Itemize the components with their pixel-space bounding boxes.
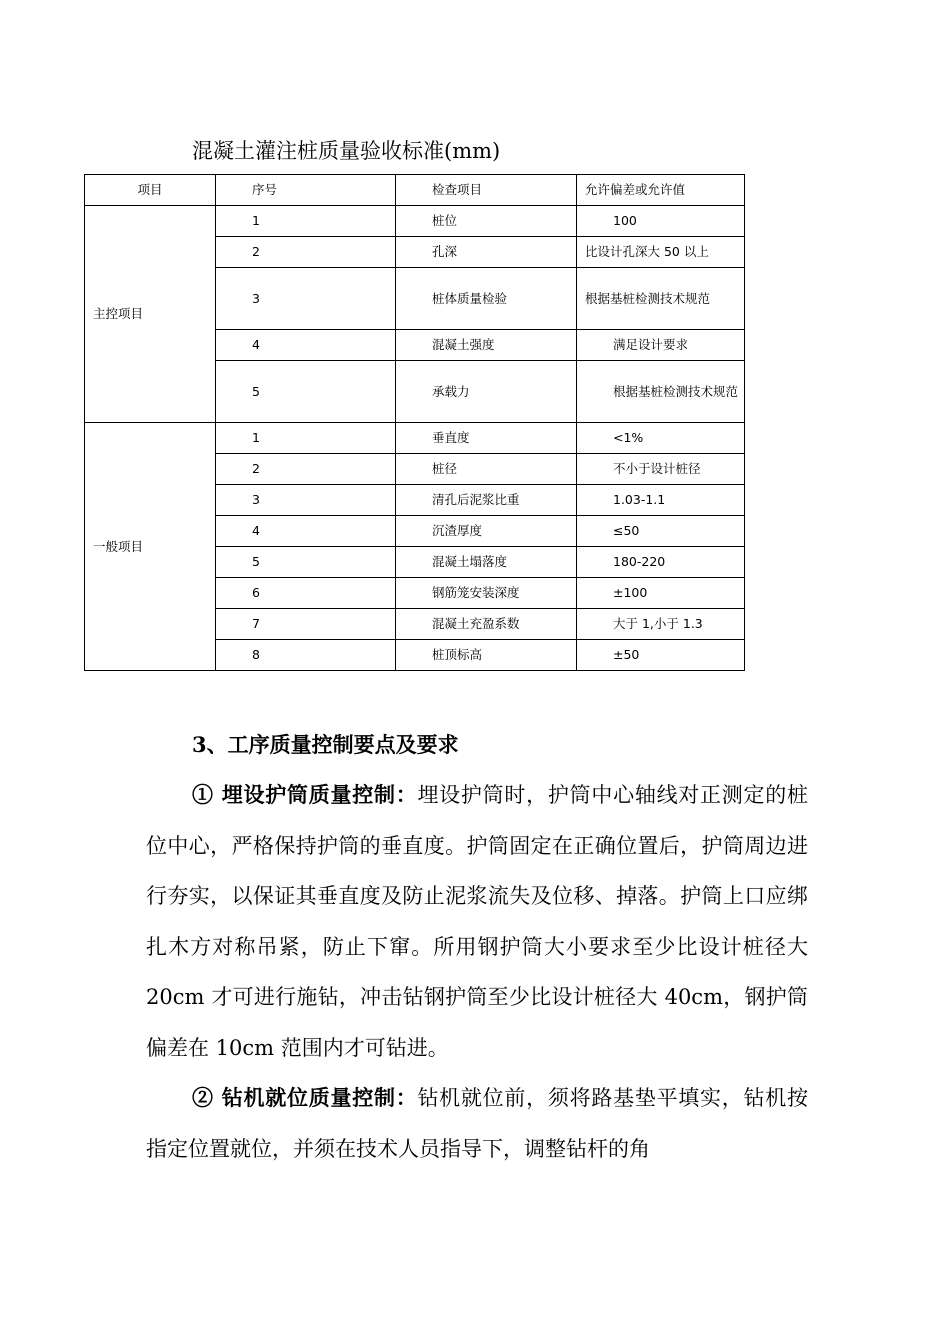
group-name: 一般项目 bbox=[85, 423, 216, 671]
row-value: ±50 bbox=[577, 640, 745, 671]
row-value: 1.03-1.1 bbox=[577, 485, 745, 516]
row-value: ≤50 bbox=[577, 516, 745, 547]
header-allowed-value: 允许偏差或允许值 bbox=[577, 175, 745, 206]
row-no: 3 bbox=[216, 485, 396, 516]
row-value: 根据基桩检测技术规范 bbox=[577, 361, 745, 423]
paragraph-drill-positioning bbox=[146, 1073, 808, 1174]
row-value: 根据基桩检测技术规范 bbox=[577, 268, 745, 330]
row-no: 2 bbox=[216, 454, 396, 485]
row-item: 桩顶标高 bbox=[396, 640, 577, 671]
table-row bbox=[85, 206, 745, 237]
paragraph-casing bbox=[146, 770, 808, 1073]
row-item: 桩位 bbox=[396, 206, 577, 237]
row-item: 清孔后泥浆比重 bbox=[396, 485, 577, 516]
row-item: 垂直度 bbox=[396, 423, 577, 454]
row-item: 混凝土塌落度 bbox=[396, 547, 577, 578]
row-item: 混凝土充盈系数 bbox=[396, 609, 577, 640]
row-no: 5 bbox=[216, 361, 396, 423]
acceptance-standard-table bbox=[84, 174, 745, 671]
row-item: 混凝土强度 bbox=[396, 330, 577, 361]
row-item: 桩径 bbox=[396, 454, 577, 485]
row-no: 1 bbox=[216, 423, 396, 454]
row-no: 3 bbox=[216, 268, 396, 330]
row-value: 180-220 bbox=[577, 547, 745, 578]
table-title: 混凝土灌注桩质量验收标准(mm) bbox=[192, 139, 501, 163]
row-no: 4 bbox=[216, 330, 396, 361]
row-item: 孔深 bbox=[396, 237, 577, 268]
header-project: 项目 bbox=[85, 175, 216, 206]
paragraph-lead: ② 钻机就位质量控制： bbox=[192, 1085, 418, 1110]
row-item: 桩体质量检验 bbox=[396, 268, 577, 330]
row-no: 4 bbox=[216, 516, 396, 547]
row-value: 满足设计要求 bbox=[577, 330, 745, 361]
row-no: 8 bbox=[216, 640, 396, 671]
paragraph-text: 埋设护筒时，护筒中心轴线对正测定的桩位中心，严格保持护筒的垂直度。护筒固定在正确位置后，护筒周边进行夯实，以保证其垂直度及防止泥浆流失及位移、掉落。护筒上口应绑扎木方对称吊紧，防止下窜。所用钢护筒大小要求至少比设计桩径大 20cm 才可进行施钻，冲击钻钢护筒至少比设计桩径大 40cm，钢护筒偏差在 10cm 范围内才可钻进。 bbox=[146, 783, 808, 1060]
section-heading: 3、工序质量控制要点及要求 bbox=[192, 732, 459, 757]
row-no: 2 bbox=[216, 237, 396, 268]
row-value: <1% bbox=[577, 423, 745, 454]
row-item: 钢筋笼安装深度 bbox=[396, 578, 577, 609]
row-value: 大于 1,小于 1.3 bbox=[577, 609, 745, 640]
table-header-row bbox=[85, 175, 745, 206]
row-item: 沉渣厚度 bbox=[396, 516, 577, 547]
table-row bbox=[85, 423, 745, 454]
row-value: 比设计孔深大 50 以上 bbox=[577, 237, 745, 268]
row-item: 承载力 bbox=[396, 361, 577, 423]
row-no: 1 bbox=[216, 206, 396, 237]
row-no: 6 bbox=[216, 578, 396, 609]
row-value: ±100 bbox=[577, 578, 745, 609]
paragraph-lead: ① 埋设护筒质量控制： bbox=[192, 782, 418, 807]
header-check-item: 检查项目 bbox=[396, 175, 577, 206]
header-no: 序号 bbox=[216, 175, 396, 206]
row-value: 不小于设计桩径 bbox=[577, 454, 745, 485]
group-name: 主控项目 bbox=[85, 206, 216, 423]
paragraph-text: 钻机就位前，须将路基垫平填实，钻机按指定位置就位，并须在技术人员指导下，调整钻杆的角 bbox=[146, 1086, 808, 1161]
row-no: 5 bbox=[216, 547, 396, 578]
row-value: 100 bbox=[577, 206, 745, 237]
body-paragraphs bbox=[146, 770, 808, 1174]
row-no: 7 bbox=[216, 609, 396, 640]
